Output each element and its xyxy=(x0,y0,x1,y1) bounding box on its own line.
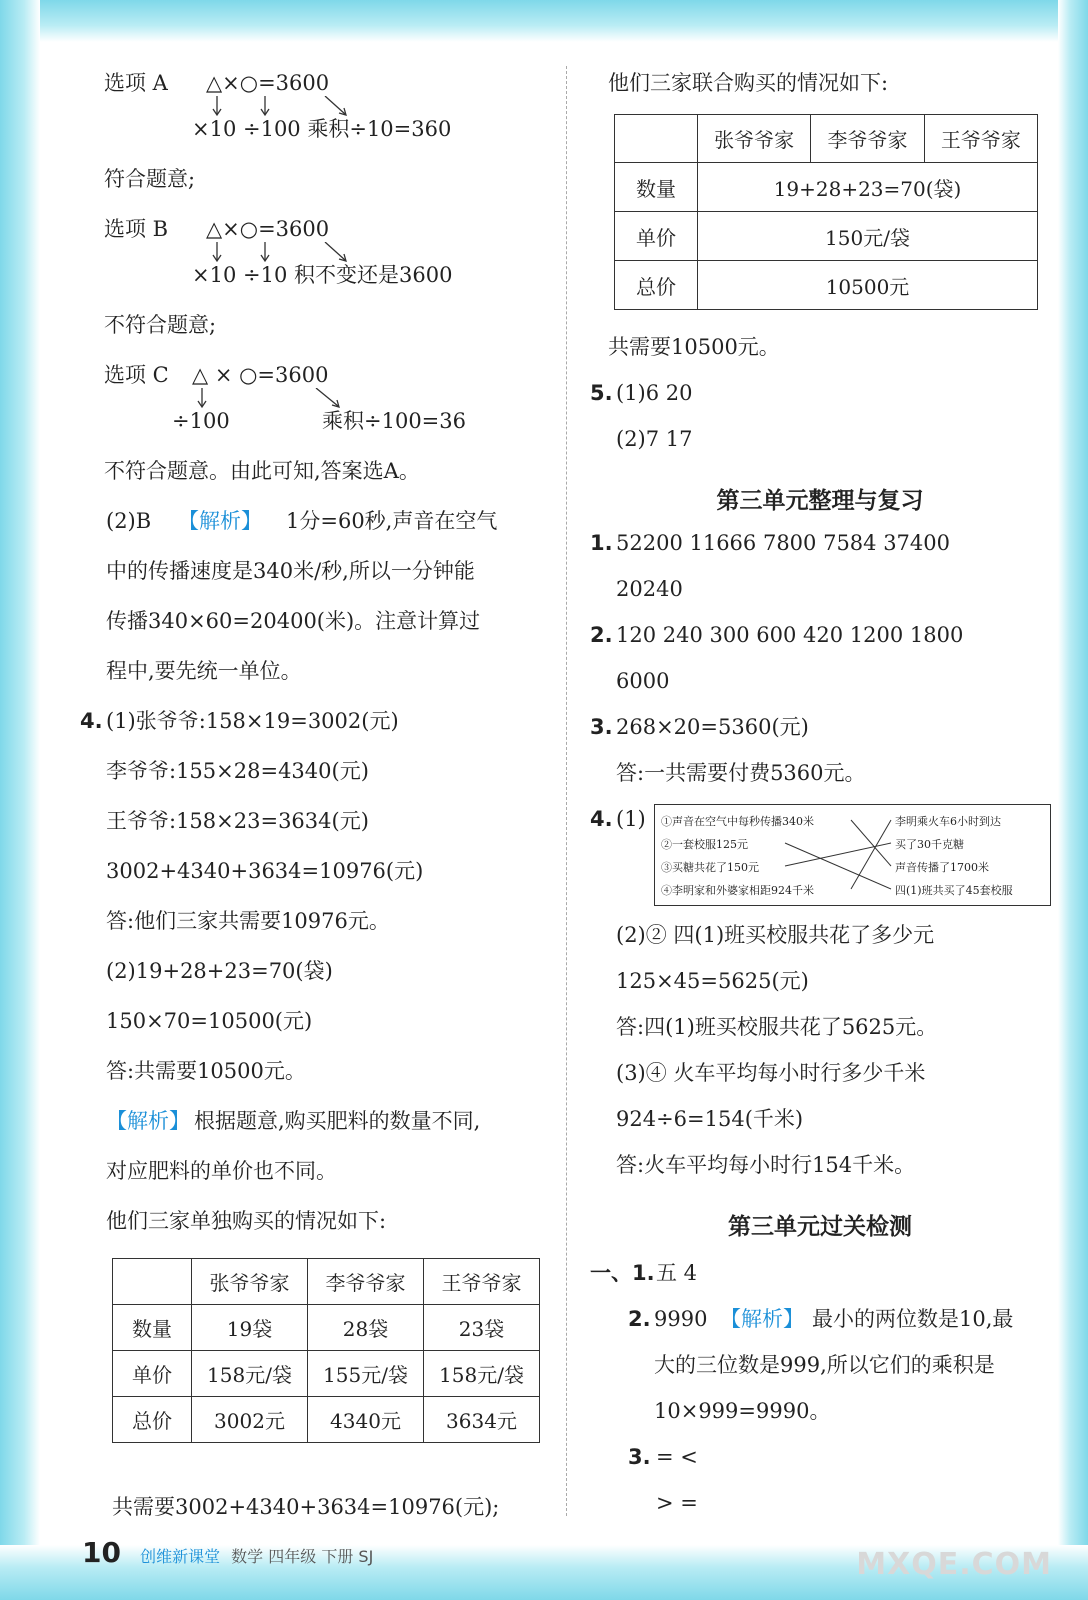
t1-number: 一、1. xyxy=(590,1261,655,1285)
option-b-result: 不符合题意; xyxy=(104,313,217,337)
option-b-operations: ×10 ÷10 积不变还是3600 xyxy=(192,263,453,287)
q4-line-8: 答:共需要10500元。 xyxy=(106,1059,306,1083)
individual-purchase-table: 张爷爷家 李爷爷家 王爷爷家 数量 19袋 28袋 23袋 单价 158元/袋 155元/袋 158元/袋 总价 3002元 4340元 3634元 xyxy=(112,1258,540,1443)
option-b-label: 选项 B xyxy=(104,217,169,241)
t2-answer: 9990 xyxy=(654,1307,708,1331)
match-right-4: 四(1)班共买了45套校服 xyxy=(895,884,1013,897)
page-footer xyxy=(82,1536,373,1569)
t3-number: 3. xyxy=(628,1445,651,1469)
q4-line-11: 他们三家单独购买的情况如下: xyxy=(106,1209,387,1233)
joint-total-text: 共需要10500元。 xyxy=(608,335,780,359)
table-row: 数量 19+28+23=70(袋) xyxy=(615,163,1038,212)
section-title-review: 第三单元整理与复习 xyxy=(716,488,924,514)
table-row: 单价 158元/袋 155元/袋 158元/袋 xyxy=(113,1351,540,1397)
decorative-border-top xyxy=(0,0,1088,42)
s2-line-2: 6000 xyxy=(616,669,670,693)
match-left-4: ④李明家和外婆家相距924千米 xyxy=(661,884,814,897)
q4-line-3: 王爷爷:158×23=3634(元) xyxy=(106,809,369,833)
analysis-tag: 【解析】 xyxy=(106,1109,190,1133)
option-c-expression: △ × ○=3600 xyxy=(192,363,329,387)
t3-line-1: = < xyxy=(656,1445,698,1469)
s4-line-3: 125×45=5625(元) xyxy=(616,969,809,993)
joint-purchase-intro: 他们三家联合购买的情况如下: xyxy=(608,71,889,95)
s4-line-7: 答:火车平均每小时行154千米。 xyxy=(616,1153,916,1177)
decorative-border-left xyxy=(0,0,40,1600)
q2-line-3: 传播340×60=20400(米)。注意计算过 xyxy=(106,609,481,633)
s1-number: 1. xyxy=(590,531,613,555)
match-left-3: ③买糖共花了150元 xyxy=(661,861,759,874)
s4-line-2: (2)② 四(1)班买校服共花了多少元 xyxy=(616,923,935,947)
option-a-expression: △×○=3600 xyxy=(206,71,330,95)
s4-line-6: 924÷6=154(千米) xyxy=(616,1107,804,1131)
t2-line-1: 最小的两位数是10,最 xyxy=(812,1307,1014,1331)
s4-line-5: (3)④ 火车平均每小时行多少千米 xyxy=(616,1061,926,1085)
match-left-1: ①声音在空气中每秒传播340米 xyxy=(661,815,814,828)
q4-number: 4. xyxy=(80,709,103,733)
q5-number: 5. xyxy=(590,381,613,405)
watermark-logo: MXQE.COM xyxy=(856,1547,1052,1582)
option-a-operations: ×10 ÷100 乘积÷10=360 xyxy=(192,117,452,141)
q4-line-12: 共需要3002+4340+3634=10976(元); xyxy=(112,1495,500,1519)
match-right-2: 买了30千克糖 xyxy=(895,838,964,851)
s4-line-1: (1) xyxy=(616,807,646,831)
s2-number: 2. xyxy=(590,623,613,647)
matching-lines xyxy=(655,805,1050,905)
option-c-op1: ÷100 xyxy=(172,409,230,433)
q2-line-4: 程中,要先统一单位。 xyxy=(106,659,302,683)
s3-line-2: 答:一共需要付费5360元。 xyxy=(616,761,866,785)
column-divider xyxy=(566,66,567,1516)
q5-line-1: (1)6 20 xyxy=(616,381,693,405)
matching-diagram xyxy=(654,804,1051,906)
option-a-result: 符合题意; xyxy=(104,167,196,191)
decorative-border-right xyxy=(1058,0,1088,1600)
q4-line-10: 对应肥料的单价也不同。 xyxy=(106,1159,337,1183)
table-row: 总价 3002元 4340元 3634元 xyxy=(113,1397,540,1443)
s4-number: 4. xyxy=(590,807,613,831)
t2-line-3: 10×999=9990。 xyxy=(654,1399,831,1423)
book-info: 数学 四年级 下册 SJ xyxy=(231,1547,374,1566)
q4-line-7: 150×70=10500(元) xyxy=(106,1009,313,1033)
s4-line-4: 答:四(1)班买校服共花了5625元。 xyxy=(616,1015,938,1039)
table-row: 单价 150元/袋 xyxy=(615,212,1038,261)
t2-number: 2. xyxy=(628,1307,651,1331)
option-c-arrows xyxy=(190,388,370,410)
table-row: 总价 10500元 xyxy=(615,261,1038,310)
q4-line-4: 3002+4340+3634=10976(元) xyxy=(106,859,424,883)
q5-line-2: (2)7 17 xyxy=(616,427,693,451)
analysis-tag: 【解析】 xyxy=(720,1307,804,1331)
table-row: 数量 19袋 28袋 23袋 xyxy=(113,1305,540,1351)
option-a-arrows xyxy=(205,96,365,118)
option-c-op2: 乘积÷100=36 xyxy=(322,409,466,433)
t3-line-2: > = xyxy=(656,1491,698,1515)
s2-line-1: 120 240 300 600 420 1200 1800 xyxy=(616,623,964,647)
match-left-2: ②一套校服125元 xyxy=(661,838,748,851)
s3-number: 3. xyxy=(590,715,613,739)
q4-line-1: (1)张爷爷:158×19=3002(元) xyxy=(106,709,399,733)
analysis-tag: 【解析】 xyxy=(178,509,262,533)
match-right-3: 声音传播了1700米 xyxy=(895,861,989,874)
s1-line-2: 20240 xyxy=(616,577,683,601)
match-right-1: 李明乘火车6小时到达 xyxy=(895,815,1001,828)
option-b-arrows xyxy=(205,242,365,264)
brand-name: 创维新课堂 xyxy=(140,1547,221,1566)
option-b-expression: △×○=3600 xyxy=(206,217,330,241)
q4-line-5: 答:他们三家共需要10976元。 xyxy=(106,909,390,933)
q2-line-1: 1分=60秒,声音在空气 xyxy=(286,509,498,533)
s3-line-1: 268×20=5360(元) xyxy=(616,715,809,739)
q4-line-6: (2)19+28+23=70(袋) xyxy=(106,959,333,983)
section-title-test: 第三单元过关检测 xyxy=(728,1214,912,1240)
joint-purchase-table: 张爷爷家 李爷爷家 王爷爷家 数量 19+28+23=70(袋) 单价 150元/袋 总价 10500元 xyxy=(614,114,1038,310)
q4-line-9: 根据题意,购买肥料的数量不同, xyxy=(194,1109,481,1133)
option-a-label: 选项 A xyxy=(104,71,168,95)
s1-line-1: 52200 11666 7800 7584 37400 xyxy=(616,531,951,555)
t1-line-1: 五 4 xyxy=(656,1261,698,1285)
q2-line-2: 中的传播速度是340米/秒,所以一分钟能 xyxy=(106,559,475,583)
q4-line-2: 李爷爷:155×28=4340(元) xyxy=(106,759,369,783)
option-c-label: 选项 C xyxy=(104,363,169,387)
page-number: 10 xyxy=(82,1536,121,1569)
q2-prefix: (2)B xyxy=(106,509,152,533)
option-c-result: 不符合题意。由此可知,答案选A。 xyxy=(104,459,420,483)
t2-line-2: 大的三位数是999,所以它们的乘积是 xyxy=(654,1353,995,1377)
